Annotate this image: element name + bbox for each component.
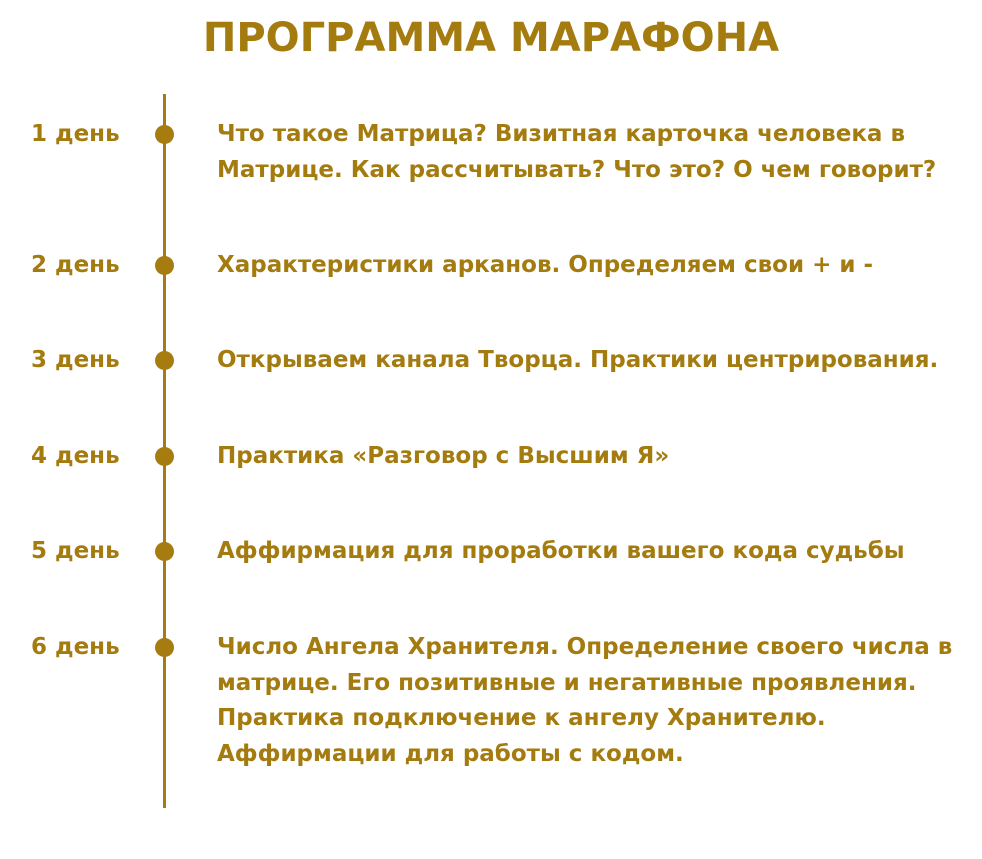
day-label: 3 день bbox=[31, 347, 120, 373]
timeline-dot bbox=[155, 351, 174, 370]
timeline-dot bbox=[155, 125, 174, 144]
day-description: Аффирмация для проработки вашего кода судьбы bbox=[217, 538, 905, 564]
day-label: 1 день bbox=[31, 121, 120, 147]
day-label: 2 день bbox=[31, 252, 120, 278]
timeline-dot bbox=[155, 638, 174, 657]
timeline-dot bbox=[155, 447, 174, 466]
page-title: ПРОГРАММА МАРАФОНА bbox=[202, 15, 780, 61]
day-description: Практика «Разговор с Высшим Я» bbox=[217, 443, 670, 469]
day-description: Характеристики арканов. Определяем свои + и - bbox=[217, 252, 874, 278]
day-description: Число Ангела Хранителя. Определение своего числа в матрице. Его позитивные и негативные проявления. Практика подключение к ангелу Хранителю. Аффирмации для работы с кодом. bbox=[217, 634, 953, 767]
day-label: 5 день bbox=[31, 538, 120, 564]
timeline-dot bbox=[155, 256, 174, 275]
day-label: 4 день bbox=[31, 443, 120, 469]
day-label: 6 день bbox=[31, 634, 120, 660]
day-description: Что такое Матрица? Визитная карточка человека в Матрице. Как рассчитывать? Что это? О чем говорит? bbox=[217, 121, 937, 183]
day-description: Открываем канала Творца. Практики центрирования. bbox=[217, 347, 939, 373]
timeline-dot bbox=[155, 542, 174, 561]
